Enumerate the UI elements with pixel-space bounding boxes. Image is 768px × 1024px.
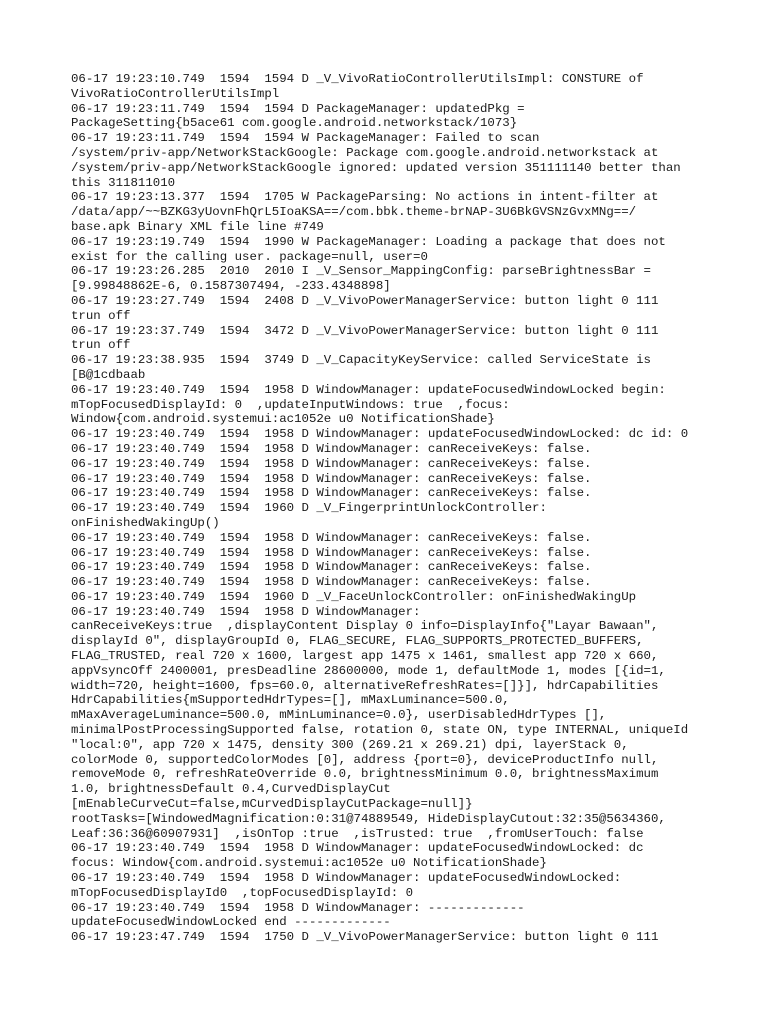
log-line: 06-17 19:23:26.285 2010 2010 I _V_Sensor_MappingConfig: parseBrightnessBar = bbox=[71, 264, 651, 279]
log-line: mMaxAverageLuminance=500.0, mMinLuminance=0.0}, userDisabledHdrTypes [], bbox=[71, 708, 607, 723]
log-line: rootTasks=[WindowedMagnification:0:31@74889549, HideDisplayCutout:32:35@5634360, bbox=[71, 811, 666, 826]
log-line: updateFocusedWindowLocked end ------------- bbox=[71, 915, 391, 930]
log-line: "local:0", app 720 x 1475, density 300 (269.21 x 269.21) dpi, layerStack 0, bbox=[71, 737, 629, 752]
log-line: canReceiveKeys:true ,displayContent Display 0 info=DisplayInfo{"Layar Bawaan", bbox=[71, 619, 659, 634]
log-line: 06-17 19:23:40.749 1594 1958 D WindowManager: canReceiveKeys: false. bbox=[71, 575, 592, 590]
log-line: trun off bbox=[71, 308, 131, 323]
log-line: 06-17 19:23:47.749 1594 1750 D _V_VivoPowerManagerService: button light 0 111 bbox=[71, 930, 659, 945]
log-line: 06-17 19:23:40.749 1594 1958 D WindowManager: canReceiveKeys: false. bbox=[71, 545, 592, 560]
log-line: 06-17 19:23:40.749 1594 1958 D WindowManager: bbox=[71, 604, 421, 619]
log-line: mTopFocusedDisplayId: 0 ,updateInputWindows: true ,focus: bbox=[71, 397, 510, 412]
log-line: 06-17 19:23:40.749 1594 1958 D WindowManager: updateFocusedWindowLocked: dc id: 0 bbox=[71, 427, 689, 442]
log-line: 1.0, brightnessDefault 0.4,CurvedDisplayCut bbox=[71, 782, 391, 797]
log-line: 06-17 19:23:40.749 1594 1958 D WindowManager: canReceiveKeys: false. bbox=[71, 456, 592, 471]
log-line: 06-17 19:23:40.749 1594 1958 D WindowManager: canReceiveKeys: false. bbox=[71, 530, 592, 545]
log-line: exist for the calling user. package=null, user=0 bbox=[71, 249, 428, 264]
log-line: removeMode 0, refreshRateOverride 0.0, brightnessMinimum 0.0, brightnessMaximum bbox=[71, 767, 659, 782]
log-line: 06-17 19:23:40.749 1594 1960 D _V_FingerprintUnlockController: bbox=[71, 501, 547, 516]
log-line: 06-17 19:23:37.749 1594 3472 D _V_VivoPowerManagerService: button light 0 111 bbox=[71, 323, 659, 338]
log-line: displayId 0", displayGroupId 0, FLAG_SECURE, FLAG_SUPPORTS_PROTECTED_BUFFERS, bbox=[71, 634, 644, 649]
log-line: this 311811010 bbox=[71, 175, 176, 190]
log-line: 06-17 19:23:40.749 1594 1958 D WindowManager: updateFocusedWindowLocked: dc bbox=[71, 841, 644, 856]
log-line: 06-17 19:23:10.749 1594 1594 D _V_VivoRatioControllerUtilsImpl: CONSTURE of bbox=[71, 72, 644, 86]
log-line: 06-17 19:23:40.749 1594 1958 D WindowManager: canReceiveKeys: false. bbox=[71, 441, 592, 456]
log-line: FLAG_TRUSTED, real 720 x 1600, largest app 1475 x 1461, smallest app 720 x 660, bbox=[71, 649, 659, 664]
log-line: 06-17 19:23:40.749 1594 1958 D WindowManager: canReceiveKeys: false. bbox=[71, 471, 592, 486]
log-line: focus: Window{com.android.systemui:ac1052e u0 NotificationShade} bbox=[71, 856, 547, 871]
log-line: /system/priv-app/NetworkStackGoogle: Package com.google.android.networkstack at bbox=[71, 145, 659, 160]
log-line: 06-17 19:23:11.749 1594 1594 D PackageManager: updatedPkg = bbox=[71, 101, 525, 116]
log-line: base.apk Binary XML file line #749 bbox=[71, 219, 324, 234]
log-line: minimalPostProcessingSupported false, rotation 0, state ON, type INTERNAL, uniqueId bbox=[71, 723, 689, 738]
log-line: [mEnableCurveCut=false,mCurvedDisplayCutPackage=null]} bbox=[71, 797, 473, 812]
log-line: HdrCapabilities{mSupportedHdrTypes=[], mMaxLuminance=500.0, bbox=[71, 693, 510, 708]
log-line: 06-17 19:23:40.749 1594 1958 D WindowManager: ------------- bbox=[71, 900, 525, 915]
log-line: Leaf:36:36@60907931] ,isOnTop :true ,isTrusted: true ,fromUserTouch: false bbox=[71, 826, 644, 841]
log-text-block bbox=[71, 72, 711, 945]
log-line: /system/priv-app/NetworkStackGoogle ignored: updated version 351111140 better than bbox=[71, 160, 681, 175]
log-line: mTopFocusedDisplayId0 ,topFocusedDisplayId: 0 bbox=[71, 885, 414, 900]
log-line: 06-17 19:23:40.749 1594 1958 D WindowManager: canReceiveKeys: false. bbox=[71, 560, 592, 575]
log-line: PackageSetting{b5ace61 com.google.android.networkstack/1073} bbox=[71, 116, 518, 131]
log-line: 06-17 19:23:19.749 1594 1990 W PackageManager: Loading a package that does not bbox=[71, 234, 666, 249]
log-line: appVsyncOff 2400001, presDeadline 28600000, mode 1, defaultMode 1, modes [{id=1, bbox=[71, 663, 666, 678]
log-line: 06-17 19:23:40.749 1594 1960 D _V_FaceUnlockController: onFinishedWakingUp bbox=[71, 589, 637, 604]
log-line: 06-17 19:23:27.749 1594 2408 D _V_VivoPowerManagerService: button light 0 111 bbox=[71, 293, 659, 308]
log-line: 06-17 19:23:11.749 1594 1594 W PackageManager: Failed to scan bbox=[71, 131, 540, 146]
log-line: 06-17 19:23:40.749 1594 1958 D WindowManager: updateFocusedWindowLocked: bbox=[71, 871, 622, 886]
log-line: [9.99848862E-6, 0.1587307494, -233.4348898] bbox=[71, 279, 391, 294]
log-line: /data/app/~~BZKG3yUovnFhQrL5IoaKSA==/com.bbk.theme-brNAP-3U6BkGVSNzGvxMNg==/ bbox=[71, 205, 637, 220]
log-line: onFinishedWakingUp() bbox=[71, 515, 220, 530]
log-line: Window{com.android.systemui:ac1052e u0 NotificationShade} bbox=[71, 412, 495, 427]
log-line: 06-17 19:23:40.749 1594 1958 D WindowManager: canReceiveKeys: false. bbox=[71, 486, 592, 501]
log-line: 06-17 19:23:13.377 1594 1705 W PackageParsing: No actions in intent-filter at bbox=[71, 190, 659, 205]
log-line: [B@1cdbaab bbox=[71, 367, 146, 382]
log-line: colorMode 0, supportedColorModes [0], address {port=0}, deviceProductInfo null, bbox=[71, 752, 659, 767]
log-line: trun off bbox=[71, 338, 131, 353]
log-line: 06-17 19:23:40.749 1594 1958 D WindowManager: updateFocusedWindowLocked begin: bbox=[71, 382, 666, 397]
log-line: VivoRatioControllerUtilsImpl bbox=[71, 86, 280, 101]
log-line: width=720, height=1600, fps=60.0, alternativeRefreshRates=[]}], hdrCapabilities bbox=[71, 678, 659, 693]
log-line: 06-17 19:23:38.935 1594 3749 D _V_CapacityKeyService: called ServiceState is bbox=[71, 353, 651, 368]
